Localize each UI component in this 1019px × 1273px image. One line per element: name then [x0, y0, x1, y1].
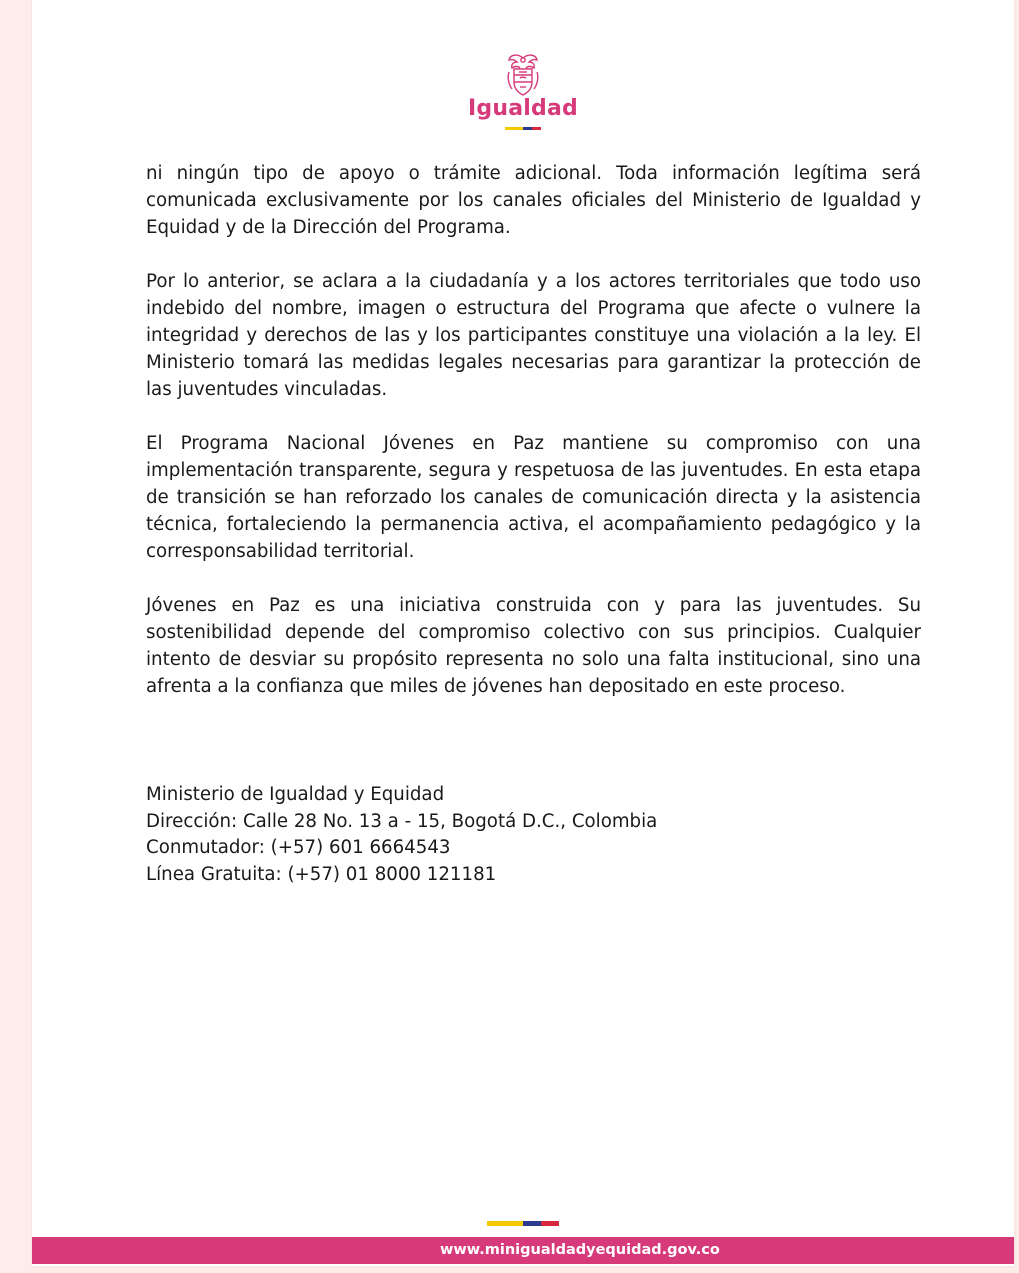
footer-flag-stripe	[487, 1221, 559, 1226]
footer-website-link[interactable]: www.minigualdadyequidad.gov.co	[440, 1242, 720, 1258]
footer-flag-red	[541, 1221, 559, 1226]
letter-body	[146, 160, 921, 727]
colombia-flag-stripe	[505, 127, 541, 130]
paragraph-2: Por lo anterior, se aclara a la ciudadanía y a los actores territoriales que todo uso indebido del nombre, imagen o estructura del Programa que afecte o vulnere la integridad y derechos de las y los participantes constituye una violación a la ley. El Ministerio tomará las medidas legales necesarias para garantizar la protección de las juventudes vinculadas.	[146, 271, 921, 400]
flag-blue-stripe	[523, 127, 532, 130]
contact-address: Dirección: Calle 28 No. 13 a - 15, Bogotá D.C., Colombia	[146, 810, 658, 832]
footer-bar	[32, 1237, 1014, 1264]
contact-switchboard: Conmutador: (+57) 601 6664543	[146, 837, 451, 858]
contact-toll-free: Línea Gratuita: (+57) 01 8000 121181	[146, 863, 497, 885]
contact-block	[146, 782, 657, 888]
flag-red-stripe	[532, 127, 541, 130]
paragraph-1: ni ningún tipo de apoyo o trámite adicional. Toda información legítima será comunicada exclusivamente por los canales oficiales del Ministerio de Igualdad y Equidad y de la Dirección del Programa.	[146, 163, 921, 238]
letterhead	[32, 52, 1014, 130]
paragraph-3: El Programa Nacional Jóvenes en Paz mantiene su compromiso con una implementación transparente, segura y respetuosa de las juventudes. En esta etapa de transición se han reforzado los canales de comunicación directa y la asistencia técnica, fortaleciendo la permanencia activa, el acompañamiento pedagógico y la corresponsabilidad territorial.	[146, 433, 921, 562]
footer-flag-yellow	[487, 1221, 523, 1226]
paragraph-4: Jóvenes en Paz es una iniciativa construida con y para las juventudes. Su sostenibilidad depende del compromiso colectivo con sus principios. Cualquier intento de desviar su propósito representa no solo una falta institucional, sino una afrenta a la confianza que miles de jóvenes han depositado en este proceso.	[146, 595, 921, 697]
contact-ministry: Ministerio de Igualdad y Equidad	[146, 784, 445, 805]
footer-flag-blue	[523, 1221, 541, 1226]
flag-yellow-stripe	[505, 127, 523, 130]
document-page	[32, 0, 1014, 1266]
colombia-coat-of-arms-icon	[503, 52, 543, 98]
brand-wordmark: Igualdad	[468, 96, 578, 121]
